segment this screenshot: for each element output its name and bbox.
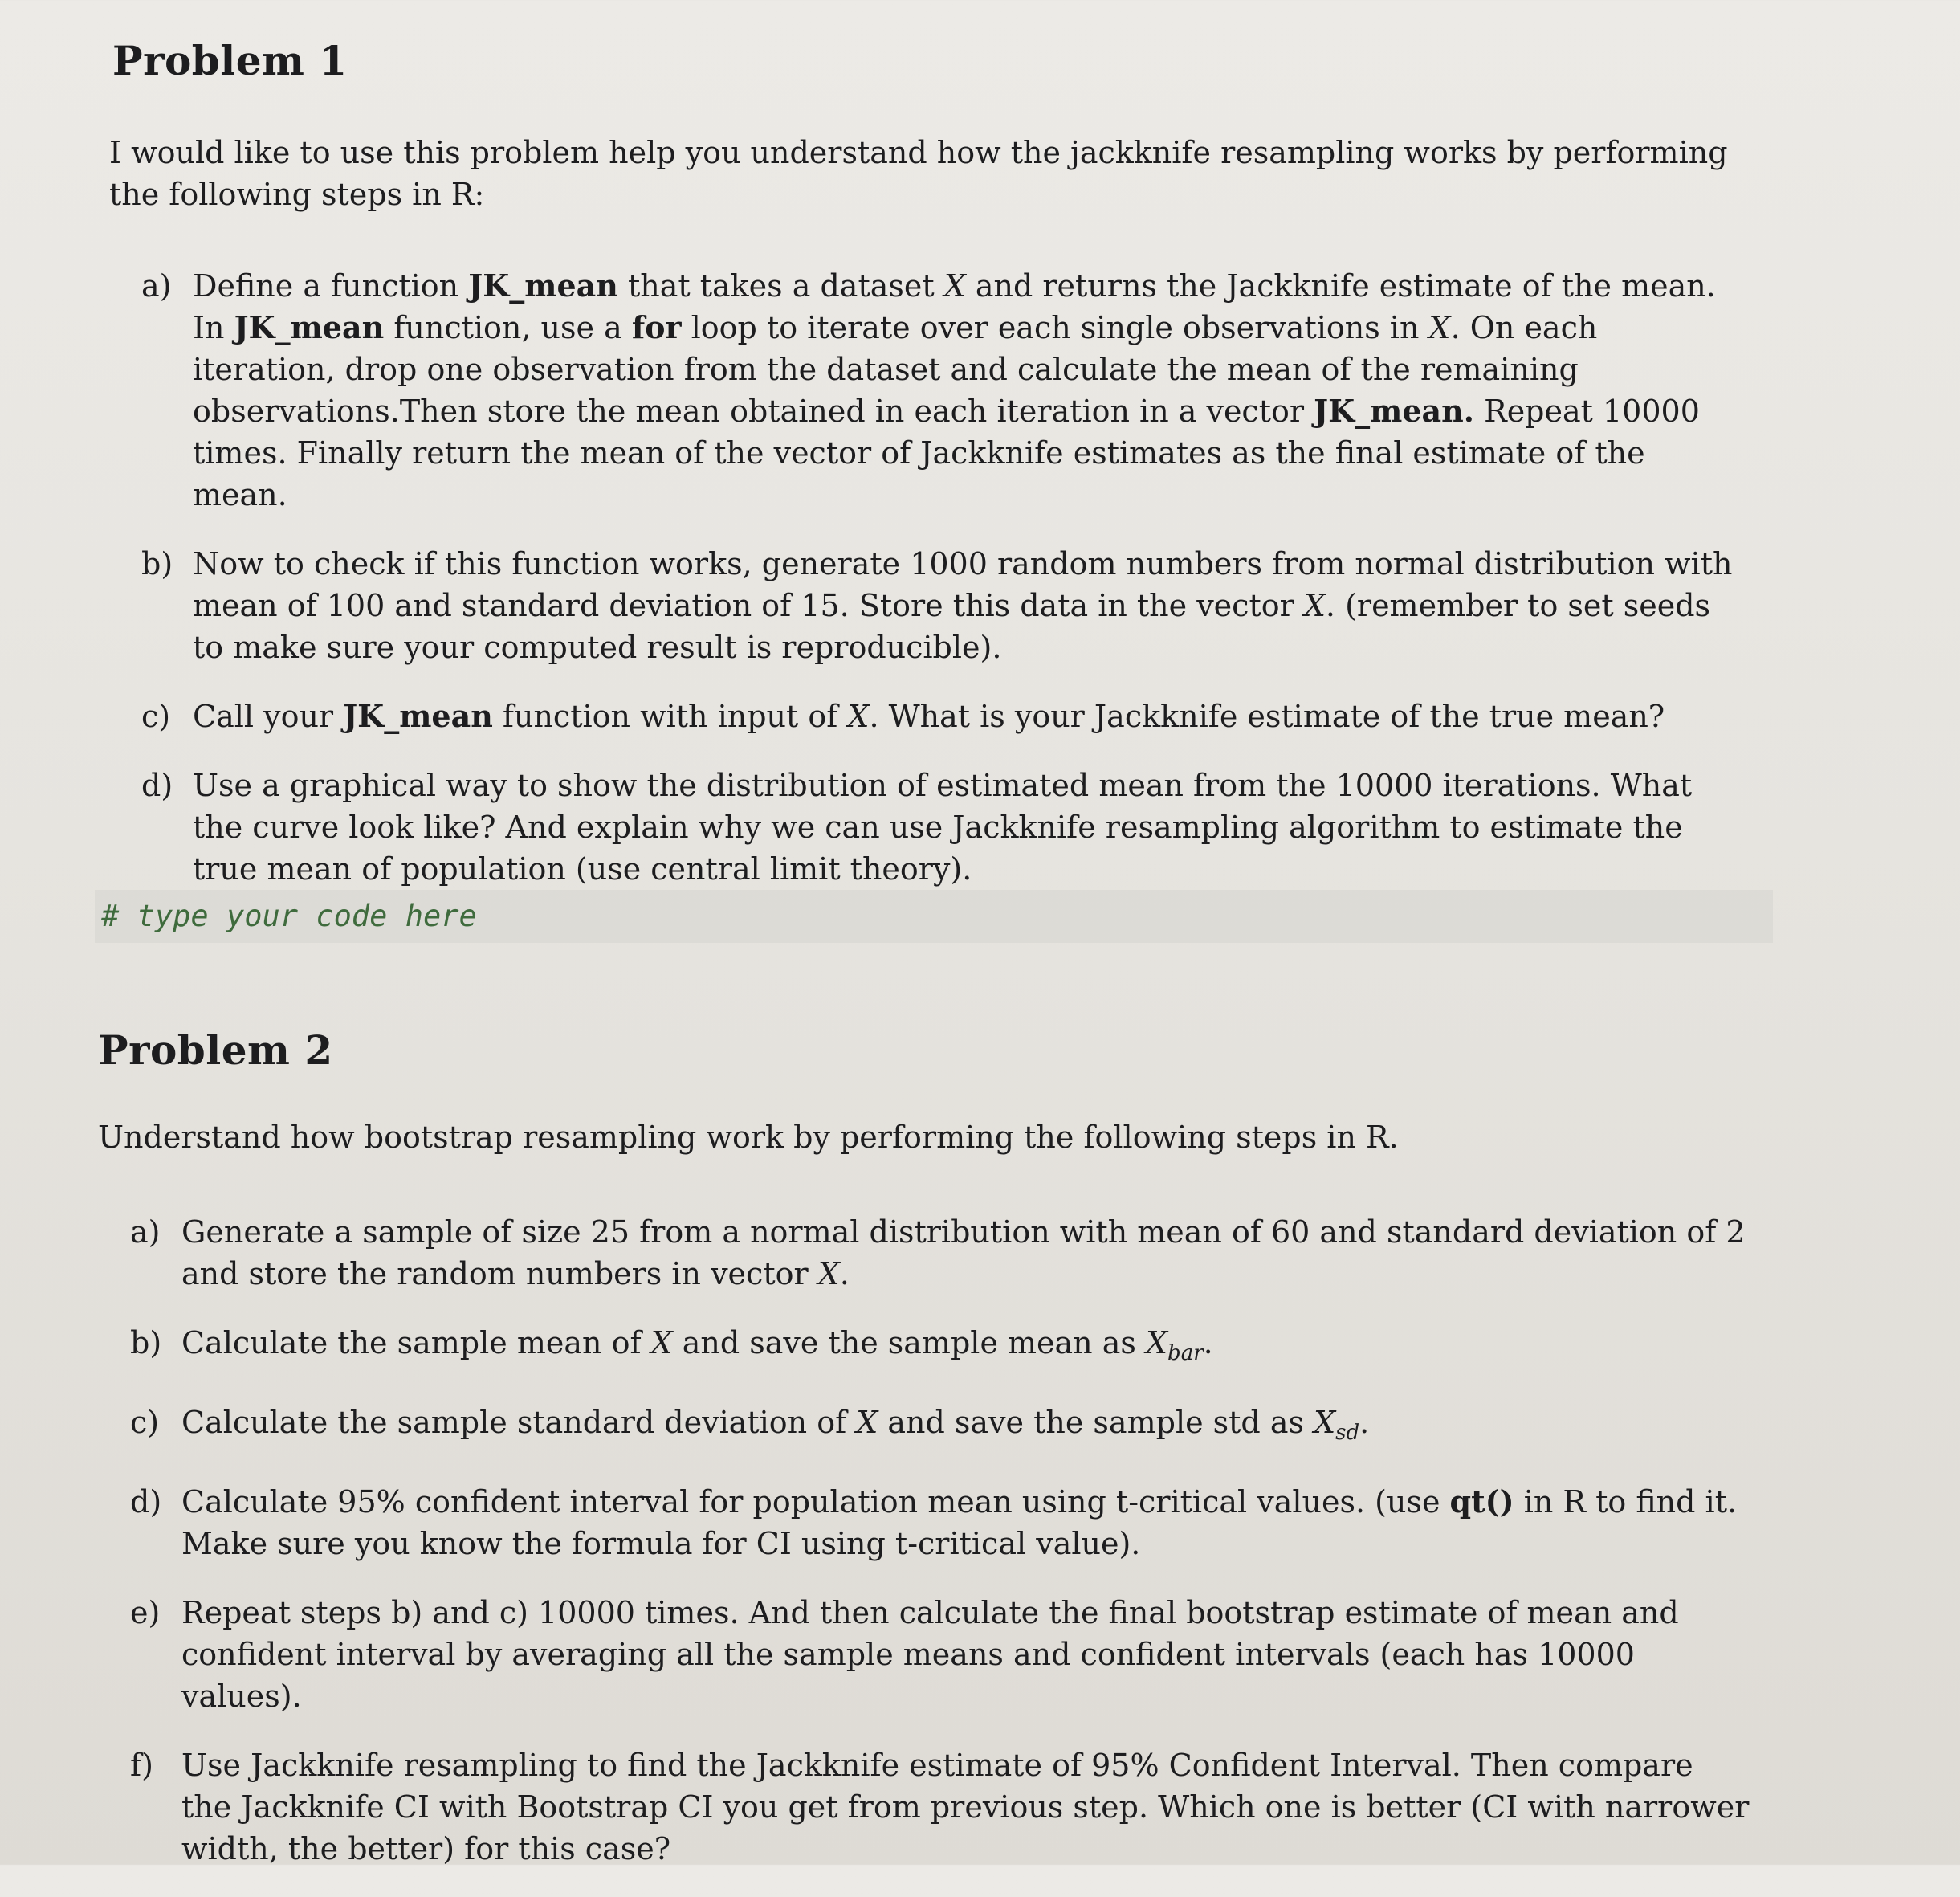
problem-2-step-b xyxy=(130,1322,1752,1374)
step-text: Now to check if this function works, generate 1000 random numbers from normal distribution with mean of 100 and standard deviation of 15. Store this data in the vector X. (remember to set seeds to make sure your computed result is reproducible). xyxy=(193,546,1733,665)
problem-1-steps xyxy=(141,265,1739,917)
problem-2-step-d xyxy=(130,1481,1752,1565)
step-marker: a) xyxy=(141,268,172,304)
step-marker: d) xyxy=(141,768,173,803)
step-text: Generate a sample of size 25 from a normal distribution with mean of 60 and standard deviation of 2 and store the random numbers in vector X. xyxy=(181,1214,1746,1291)
problem-2-step-c xyxy=(130,1401,1752,1454)
step-text: Calculate 95% confident interval for population mean using t-critical values. (use qt() in R to find it. Make sure you know the formula for CI using t-critical value). xyxy=(181,1483,1738,1561)
step-marker: b) xyxy=(141,546,173,581)
step-marker: e) xyxy=(130,1595,161,1630)
problem-1-intro: I would like to use this problem help you understand how the jackknife resampling works by performing the following steps in R: xyxy=(109,135,1728,212)
step-marker: b) xyxy=(130,1325,162,1361)
problem-2-intro: Understand how bootstrap resampling work by performing the following steps in R. xyxy=(98,1120,1399,1155)
problem-2-title: Problem 2 xyxy=(98,1026,333,1074)
code-cell[interactable] xyxy=(95,890,1773,943)
problem-2-step-e xyxy=(130,1592,1752,1717)
problem-1-step-c xyxy=(141,696,1739,737)
step-text: Use a graphical way to show the distribution of estimated mean from the 10000 iterations. What the curve look like? And explain why we can use Jackknife resampling algorithm to estimate the true mean of population (use central limit theory). xyxy=(193,768,1693,887)
problem-1-step-a xyxy=(141,265,1739,516)
step-text: Repeat steps b) and c) 10000 times. And then calculate the final bootstrap estimate of mean and confident interval by averaging all the sample means and confident intervals (each has 10000 values). xyxy=(181,1595,1679,1714)
step-text: Define a function JK_mean that takes a dataset X and returns the Jackknife estimate of the mean. In JK_mean function, use a for loop to iterate over each single observations in X. On each iteration, drop one observation from the dataset and calculate the mean of the remaining observations.Then store the mean obtained in each iteration in a vector JK_mean. Repeat 10000 times. Finally return the mean of the vector of Jackknife estimates as the final estimate of the mean. xyxy=(193,267,1716,512)
problem-1-step-d xyxy=(141,765,1739,890)
step-text: Calculate the sample standard deviation of X and save the sample std as $X_{sd}$. xyxy=(181,1405,1370,1445)
step-marker: c) xyxy=(130,1405,160,1440)
step-marker: c) xyxy=(141,699,171,734)
step-text: Calculate the sample mean of X and save the sample mean as $X_{bar}$. xyxy=(181,1325,1213,1365)
step-marker: d) xyxy=(130,1484,162,1520)
problem-1-step-b xyxy=(141,543,1739,668)
step-marker: f) xyxy=(130,1748,153,1783)
step-text: Use Jackknife resampling to find the Jackknife estimate of 95% Confident Interval. Then compare the Jackknife CI with Bootstrap CI you get from previous step. Which one is better (CI with narrower width, the better) for this case? xyxy=(181,1748,1750,1866)
problem-1-title: Problem 1 xyxy=(112,37,348,84)
code-cell-text: # type your code here xyxy=(101,899,477,933)
step-marker: a) xyxy=(130,1214,161,1250)
problem-2-steps xyxy=(130,1211,1752,1897)
step-text: Call your JK_mean function with input of X. What is your Jackknife estimate of the true mean? xyxy=(193,698,1665,734)
problem-2-step-a xyxy=(130,1211,1752,1295)
problem-2-step-f xyxy=(130,1744,1752,1870)
